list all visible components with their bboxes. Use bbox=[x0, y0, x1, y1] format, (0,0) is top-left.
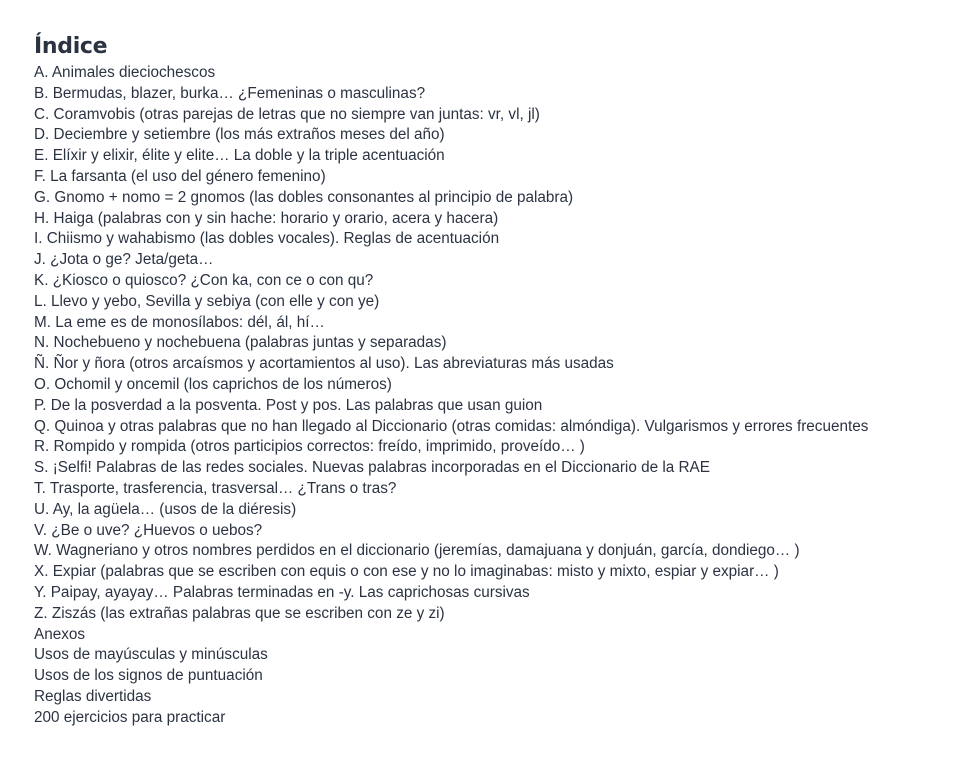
toc-entry[interactable]: N. Nochebueno y nochebuena (palabras juntas y separadas) bbox=[34, 334, 447, 352]
page-title: Índice bbox=[34, 34, 108, 59]
toc-entry[interactable]: W. Wagneriano y otros nombres perdidos en el diccionario (jeremías, damajuana y donjuán, garcía, dondiego… ) bbox=[34, 542, 800, 560]
toc-entry[interactable]: F. La farsanta (el uso del género femenino) bbox=[34, 167, 326, 185]
toc-entry[interactable]: V. ¿Be o uve? ¿Huevos o uebos? bbox=[34, 521, 263, 539]
toc-entry[interactable]: H. Haiga (palabras con y sin hache: horario y orario, acera y hacera) bbox=[34, 209, 499, 227]
toc-entry[interactable]: X. Expiar (palabras que se escriben con equis o con ese y no lo imaginabas: misto y mixto, espiar y expiar… ) bbox=[34, 563, 779, 581]
toc-entry[interactable]: C. Coramvobis (otras parejas de letras que no siempre van juntas: vr, vl, jl) bbox=[34, 105, 540, 123]
toc-entry[interactable]: Ñ. Ñor y ñora (otros arcaísmos y acortamientos al uso). Las abreviaturas más usadas bbox=[34, 355, 614, 373]
toc-entry[interactable]: J. ¿Jota o ge? Jeta/geta… bbox=[34, 251, 214, 269]
toc-entry[interactable]: K. ¿Kiosco o quiosco? ¿Con ka, con ce o con qu? bbox=[34, 271, 374, 289]
toc-entry[interactable]: Y. Paipay, ayayay… Palabras terminadas en -y. Las caprichosas cursivas bbox=[34, 583, 530, 601]
toc-entry[interactable]: B. Bermudas, blazer, burka… ¿Femeninas o masculinas? bbox=[34, 84, 426, 102]
toc-entry[interactable]: P. De la posverdad a la posventa. Post y pos. Las palabras que usan guion bbox=[34, 396, 543, 414]
toc-entry[interactable]: T. Trasporte, trasferencia, trasversal… ¿Trans o tras? bbox=[34, 479, 397, 497]
toc-entry[interactable]: E. Elíxir y elixir, élite y elite… La doble y la triple acentuación bbox=[34, 147, 445, 165]
toc-entry[interactable]: I. Chiismo y wahabismo (las dobles vocales). Reglas de acentuación bbox=[34, 230, 500, 248]
toc-entry[interactable]: O. Ochomil y oncemil (los caprichos de los números) bbox=[34, 375, 392, 393]
toc-entry[interactable]: 200 ejercicios para practicar bbox=[34, 708, 226, 726]
table-of-contents bbox=[34, 63, 964, 729]
index-page bbox=[34, 32, 964, 729]
toc-entry[interactable]: M. La eme es de monosílabos: dél, ál, hí… bbox=[34, 313, 325, 331]
toc-entry[interactable]: G. Gnomo + nomo = 2 gnomos (las dobles consonantes al principio de palabra) bbox=[34, 188, 574, 206]
toc-entry[interactable]: S. ¡Selfi! Palabras de las redes sociales. Nuevas palabras incorporadas en el Diccionario de la RAE bbox=[34, 459, 710, 477]
toc-entry[interactable]: Usos de mayúsculas y minúsculas bbox=[34, 646, 268, 664]
toc-entry[interactable]: R. Rompido y rompida (otros participios correctos: freído, imprimido, proveído… ) bbox=[34, 438, 585, 456]
toc-entry[interactable]: Anexos bbox=[34, 625, 86, 643]
toc-entry[interactable]: D. Deciembre y setiembre (los más extraños meses del año) bbox=[34, 126, 445, 144]
toc-entry[interactable]: U. Ay, la agüela… (usos de la diéresis) bbox=[34, 500, 297, 518]
toc-entry[interactable]: Z. Ziszás (las extrañas palabras que se escriben con ze y zi) bbox=[34, 604, 445, 622]
toc-entry[interactable]: Q. Quinoa y otras palabras que no han llegado al Diccionario (otras comidas: almóndiga). Vulgarismos y errores frecuentes bbox=[34, 417, 869, 435]
toc-entry[interactable]: Reglas divertidas bbox=[34, 687, 152, 705]
toc-entry[interactable]: L. Llevo y yebo, Sevilla y sebiya (con elle y con ye) bbox=[34, 292, 380, 310]
toc-entry[interactable]: A. Animales dieciochescos bbox=[34, 64, 216, 81]
toc-entry[interactable]: Usos de los signos de puntuación bbox=[34, 667, 263, 685]
